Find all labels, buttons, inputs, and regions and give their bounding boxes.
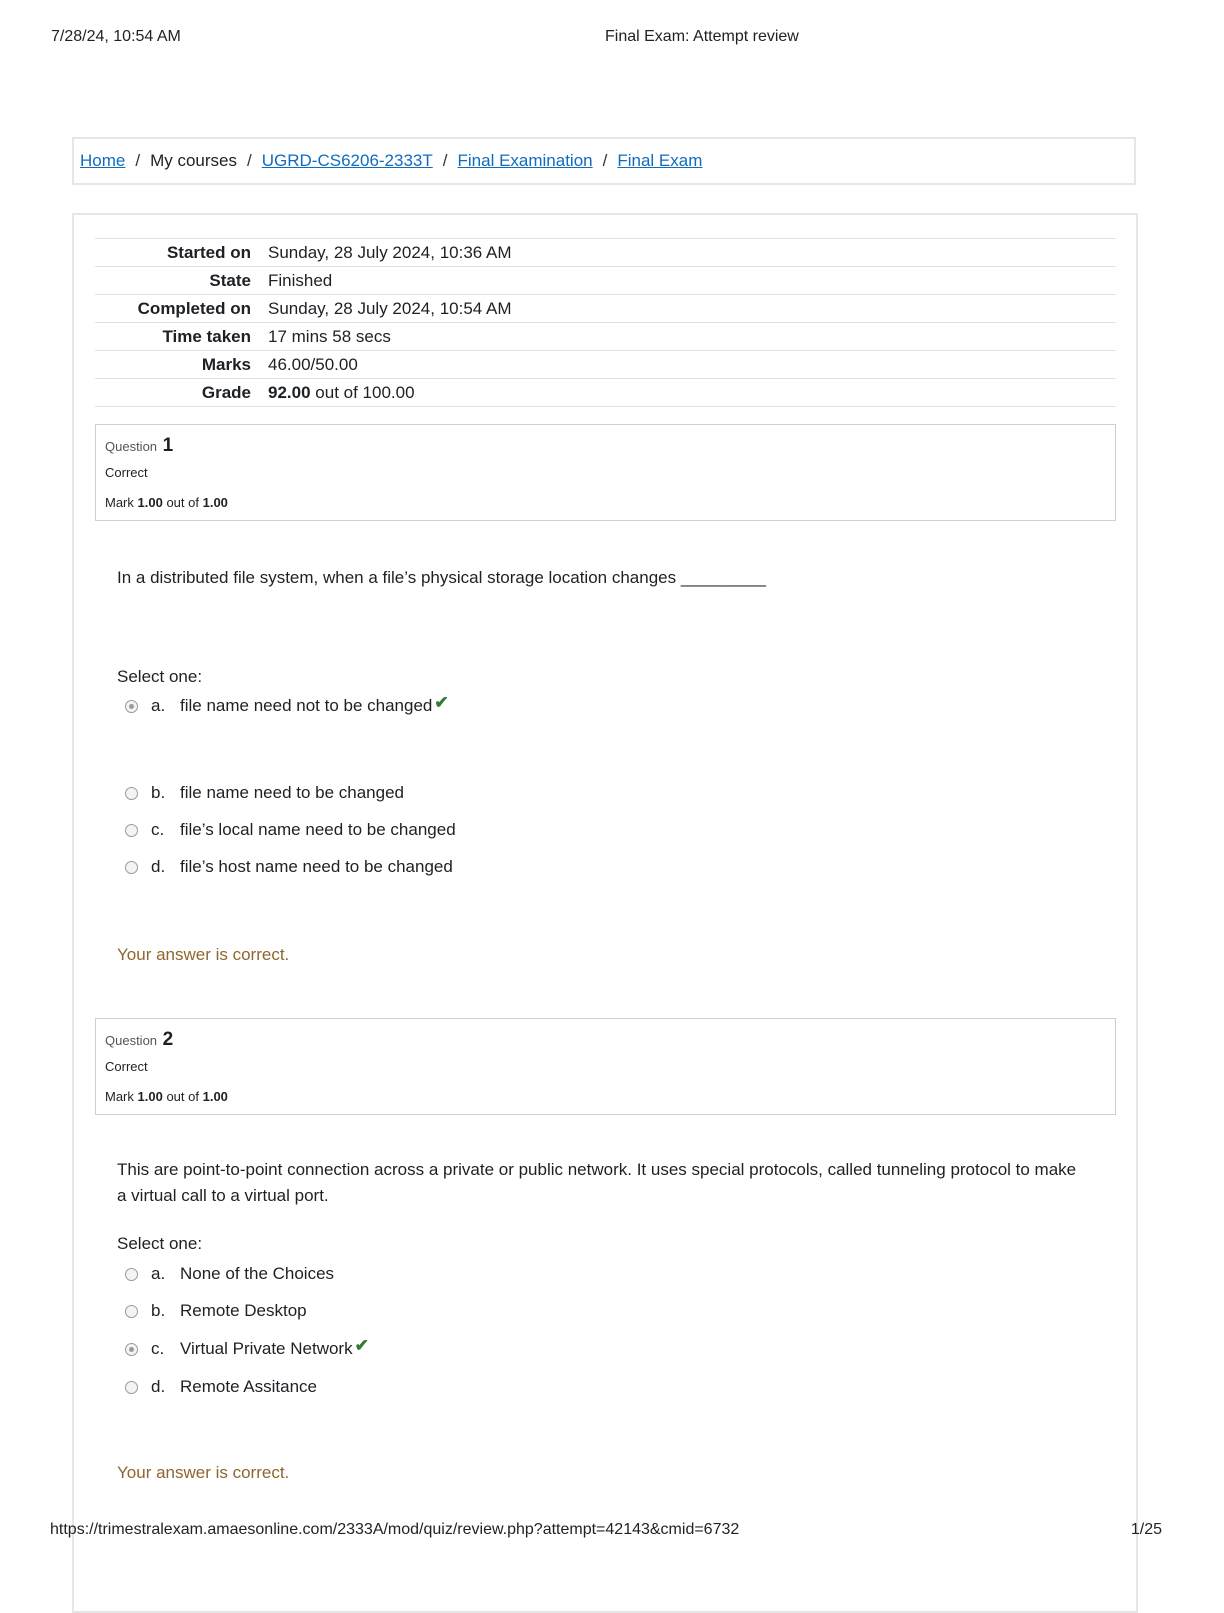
summary-row-time-taken	[95, 323, 1116, 351]
select-one-label: Select one:	[117, 1234, 203, 1253]
attempt-summary-table	[95, 238, 1116, 407]
option-letter: c.	[151, 1339, 165, 1358]
option-text: file name need not to be changed ✔	[180, 693, 449, 715]
grade-max: out of 100.00	[315, 382, 415, 402]
option-letter: d.	[151, 857, 166, 876]
breadcrumb-my-courses: My courses	[150, 151, 238, 170]
print-footer	[0, 1521, 1224, 1541]
summary-label: Completed on	[137, 298, 251, 318]
option-text: file name need to be changed	[180, 783, 405, 802]
attempt-review-card	[72, 213, 1138, 1613]
radio-button[interactable]	[125, 861, 138, 874]
answer-option-2a[interactable]	[125, 1262, 335, 1286]
breadcrumb-final-examination-link[interactable]: Final Examination	[457, 151, 593, 170]
answer-option-1d[interactable]	[125, 855, 453, 879]
summary-row-grade	[95, 379, 1116, 407]
option-letter: d.	[151, 1377, 166, 1396]
summary-value	[268, 379, 1116, 407]
option-text: file’s host name need to be changed	[180, 857, 453, 876]
answer-feedback-1: Your answer is correct.	[117, 945, 290, 964]
radio-button[interactable]	[125, 700, 138, 713]
summary-value: Sunday, 28 July 2024, 10:54 AM	[268, 298, 512, 318]
question-mark: Mark 1.00 out of 1.00	[105, 495, 228, 510]
radio-button[interactable]	[125, 1305, 138, 1318]
radio-button[interactable]	[125, 787, 138, 800]
select-one-label: Select one:	[117, 667, 203, 686]
answer-option-1c[interactable]	[125, 818, 456, 842]
radio-button[interactable]	[125, 1268, 138, 1281]
summary-label: Time taken	[162, 326, 251, 346]
grade-value: 92.00	[268, 382, 311, 402]
question-text-1: In a distributed file system, when a file’s physical storage location changes _________	[117, 568, 766, 587]
question-number: Question 2	[105, 1029, 174, 1050]
option-text: Remote Assitance	[180, 1377, 318, 1396]
question-info-1	[95, 424, 1116, 521]
summary-row-state	[95, 267, 1116, 295]
correct-check-icon: ✔	[434, 693, 449, 712]
summary-row-completed-on	[95, 295, 1116, 323]
option-text: None of the Choices	[180, 1264, 335, 1283]
summary-value: 17 mins 58 secs	[268, 326, 391, 346]
question-mark: Mark 1.00 out of 1.00	[105, 1089, 228, 1104]
answer-option-2b[interactable]	[125, 1299, 307, 1323]
correct-check-icon: ✔	[354, 1336, 369, 1355]
breadcrumb	[72, 137, 1136, 185]
summary-row-started-on	[95, 239, 1116, 267]
question-info-2	[95, 1018, 1116, 1115]
summary-label: Marks	[201, 354, 251, 374]
radio-button[interactable]	[125, 1381, 138, 1394]
summary-value: Sunday, 28 July 2024, 10:36 AM	[268, 242, 512, 262]
breadcrumb-separator: /	[135, 151, 141, 170]
breadcrumb-separator: /	[442, 151, 448, 170]
answer-option-2c[interactable]	[125, 1336, 369, 1361]
question-text-2: This are point-to-point connection across a private or public network. It uses special protocols, called tunneling protocol to make a virtual call to a virtual port.	[117, 1160, 1077, 1205]
breadcrumb-separator: /	[247, 151, 252, 170]
option-letter: a.	[151, 696, 166, 715]
print-page-number: 1/25	[1130, 1521, 1162, 1538]
option-letter: c.	[151, 820, 165, 839]
summary-value: Finished	[268, 270, 333, 290]
question-state: Correct	[105, 465, 148, 480]
option-text: Virtual Private Network ✔	[180, 1336, 369, 1358]
breadcrumb-final-exam-link[interactable]: Final Exam	[617, 151, 703, 170]
answer-option-2d[interactable]	[125, 1375, 318, 1399]
option-letter: a.	[151, 1264, 166, 1283]
option-text: file’s local name need to be changed	[180, 820, 456, 839]
question-number: Question 1	[105, 435, 174, 456]
answer-option-1a[interactable]	[125, 693, 449, 718]
option-letter: b.	[151, 1301, 166, 1320]
print-datetime: 7/28/24, 10:54 AM	[51, 28, 181, 45]
radio-button[interactable]	[125, 824, 138, 837]
summary-row-marks	[95, 351, 1116, 379]
summary-label: State	[209, 270, 251, 290]
print-header	[0, 28, 1224, 48]
answer-feedback-2: Your answer is correct.	[117, 1463, 290, 1482]
breadcrumb-course-link[interactable]: UGRD-CS6206-2333T	[261, 151, 433, 170]
summary-label: Grade	[201, 382, 251, 402]
breadcrumb-separator: /	[602, 151, 608, 170]
option-letter: b.	[151, 783, 166, 802]
summary-value: 46.00/50.00	[268, 354, 358, 374]
question-state: Correct	[105, 1059, 148, 1074]
summary-label: Started on	[166, 242, 251, 262]
print-url: https://trimestralexam.amaesonline.com/2333A/mod/quiz/review.php?attempt=42143&cmid=6732	[50, 1521, 740, 1538]
option-text: Remote Desktop	[180, 1301, 307, 1320]
answer-option-1b[interactable]	[125, 781, 405, 805]
breadcrumb-home-link[interactable]: Home	[80, 151, 126, 170]
radio-button[interactable]	[125, 1343, 138, 1356]
print-title: Final Exam: Attempt review	[605, 28, 799, 45]
